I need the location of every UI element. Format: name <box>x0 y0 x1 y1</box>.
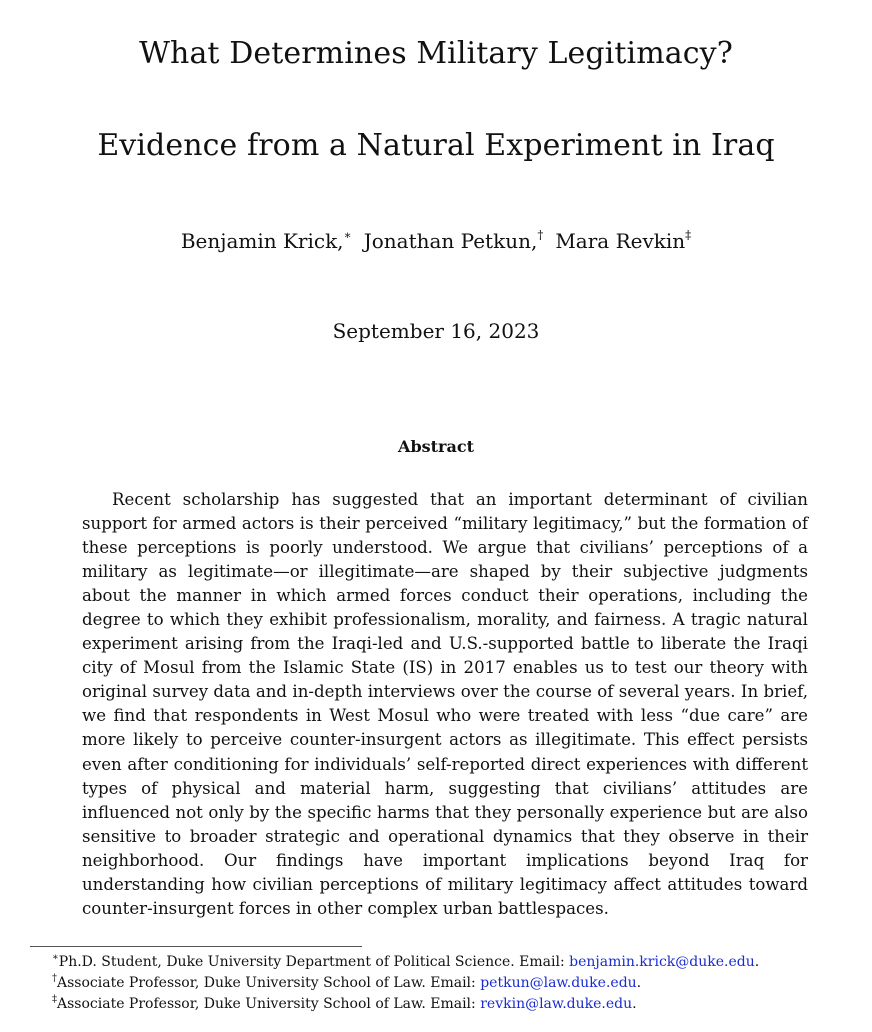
abstract-heading: Abstract <box>398 437 474 456</box>
author-list <box>0 227 872 255</box>
footnote <box>52 973 852 994</box>
author-name: Jonathan Petkun, <box>363 229 538 253</box>
footnote-mark: † <box>52 973 57 984</box>
footnote <box>52 994 852 1015</box>
email-link[interactable]: revkin@law.duke.edu <box>480 996 633 1012</box>
title-line-2: Evidence from a Natural Experiment in Iraq <box>97 128 775 163</box>
footnote-mark: ‡ <box>52 994 57 1005</box>
footnote-mark[interactable]: † <box>537 228 544 242</box>
footnote-mark[interactable]: ‡ <box>685 228 692 242</box>
footnote-text: Ph.D. Student, Duke University Department of Political Science. Email: <box>58 954 570 970</box>
author-name: Benjamin Krick, <box>180 229 344 253</box>
email-link[interactable]: petkun@law.duke.edu <box>480 975 637 991</box>
abstract-text: Recent scholarship has suggested that an important determinant of civilian support for armed actors is their perceived “military legitimacy,” but the formation of these perceptions is poorly understood. We argue that civilians’ perceptions of a military as legitimate—or illegitimate—are shaped by their subjective judgments about the manner in which armed forces conduct their operations, including the degree to which they exhibit professionalism, morality, and fairness. A tragic natural experiment arising from the Iraqi-led and U.S.-supported battle to liberate the Iraqi city of Mosul from the Islamic State (IS) in 2017 enables us to test our theory with original survey data and in-depth interviews over the course of several years. In brief, we find that respondents in West Mosul who were treated with less “due care” are more likely to perceive counter-insurgent actors as illegitimate. This effect persists even after conditioning for individuals’ self-reported direct experiences with different types of physical and material harm, suggesting that civilians’ attitudes are influenced not only by the specific harms that they personally experience but are also sensitive to broader strategic and operational dynamics that they observe in their neighborhood. Our findings have important implications beyond Iraq for understanding how civilian perceptions of military legitimacy affect attitudes toward counter-insurgent forces in other complex urban battlespaces. <box>82 490 808 918</box>
footnote-text: Associate Professor, Duke University School of Law. Email: <box>57 975 481 991</box>
footnote-end: . <box>754 954 760 970</box>
footnote-end: . <box>636 975 642 991</box>
footnote-end: . <box>632 996 637 1012</box>
footnote-mark: ∗ <box>52 952 59 963</box>
footnote-text: Associate Professor, Duke University School of Law. Email: <box>57 996 481 1012</box>
footnote-divider <box>30 946 362 947</box>
footnotes <box>52 952 852 1015</box>
footnote-mark[interactable]: ∗ <box>343 228 352 242</box>
footnote <box>52 952 852 973</box>
author-name: Mara Revkin <box>555 229 686 253</box>
publication-date: September 16, 2023 <box>332 319 540 343</box>
title-line-1: What Determines Military Legitimacy? <box>139 36 733 71</box>
email-link[interactable]: benjamin.krick@duke.edu <box>569 954 755 970</box>
